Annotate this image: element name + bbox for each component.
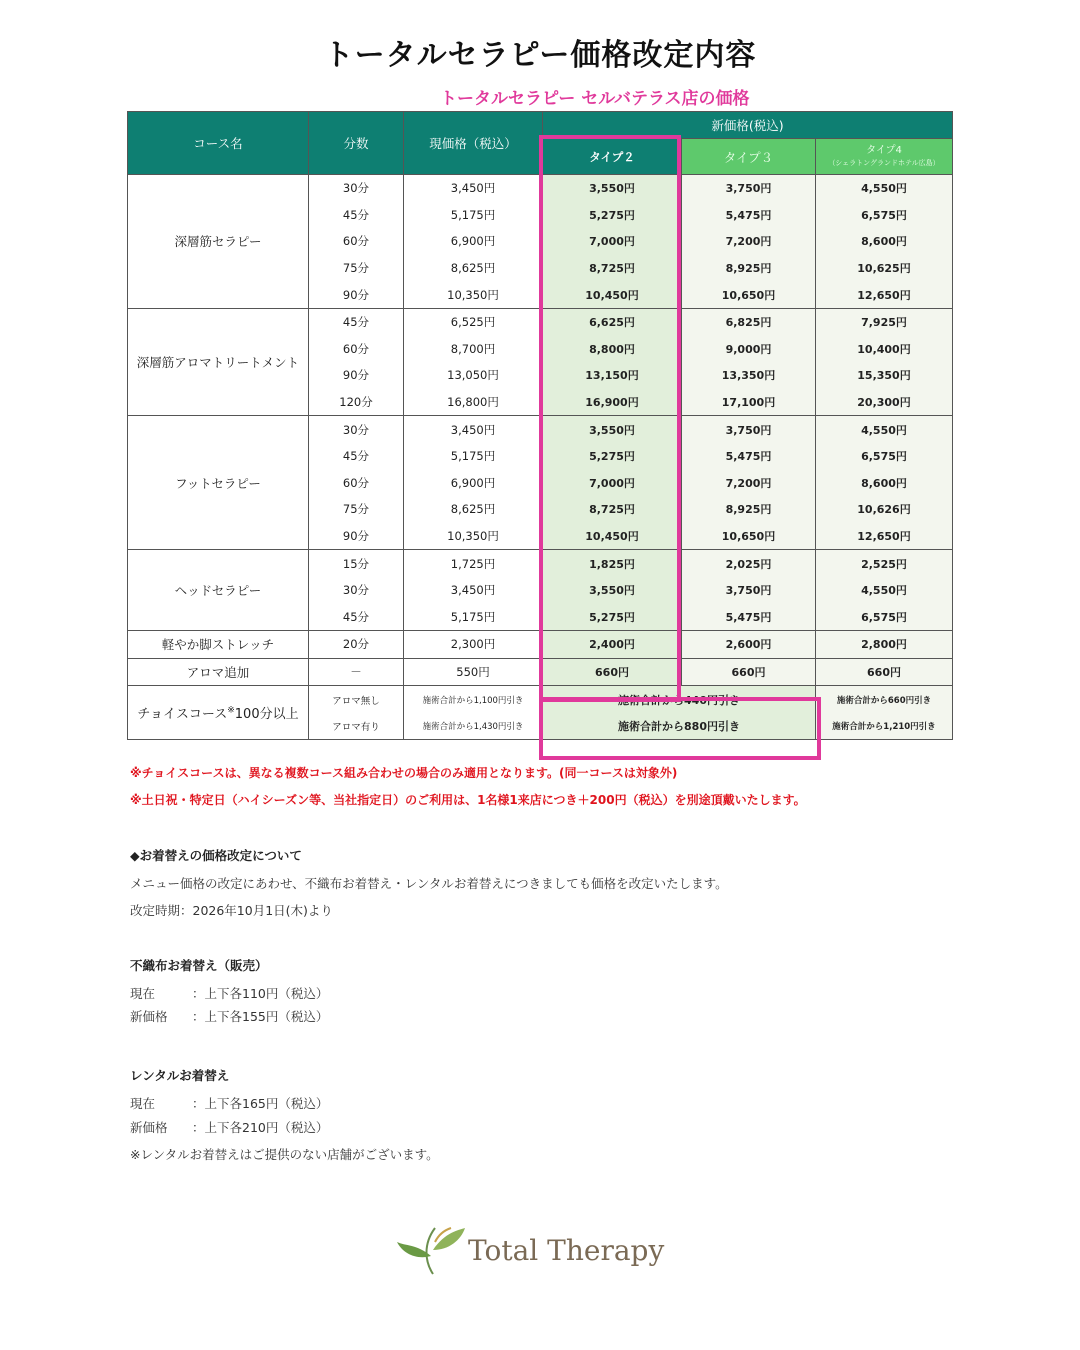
table-row — [128, 416, 953, 443]
minutes-cell: 120分 — [309, 389, 404, 416]
table-row — [128, 658, 953, 686]
header-new-price: 新価格(税込) — [543, 112, 953, 139]
minutes-cell: 60分 — [309, 336, 404, 363]
choice-type4-cell: 施術合計から1,210円引き — [816, 713, 953, 740]
type2-price-cell: 3,550円 — [543, 577, 682, 604]
choice-suffix: 100分以上 — [234, 707, 299, 723]
rental-current — [130, 1094, 328, 1112]
minutes-cell: － — [309, 658, 404, 686]
type3-price-cell: 13,350円 — [682, 362, 816, 389]
nonwoven-new — [130, 1007, 328, 1025]
type4-price-cell: 6,575円 — [816, 604, 953, 631]
rental-note: ※レンタルお着替えはご提供のない店舗がございます。 — [130, 1147, 439, 1162]
minutes-cell: 60分 — [309, 228, 404, 255]
choice-type23-cell: 施術合計から880円引き — [543, 713, 816, 740]
current-price-cell: 5,175円 — [404, 443, 543, 470]
current-price-cell: 10,350円 — [404, 281, 543, 308]
current-price-cell: 3,450円 — [404, 416, 543, 443]
current-price-cell: 8,625円 — [404, 496, 543, 523]
current-price-cell: 6,525円 — [404, 308, 543, 335]
minutes-cell: 30分 — [309, 577, 404, 604]
course-name: 軽やか脚ストレッチ — [128, 631, 309, 659]
minutes-cell: 30分 — [309, 416, 404, 443]
choice-type23-cell: 施術合計から440円引き — [543, 686, 816, 713]
current-price-cell: 3,450円 — [404, 577, 543, 604]
type4-price-cell: 660円 — [816, 658, 953, 686]
type3-price-cell: 9,000円 — [682, 336, 816, 363]
type4-price-cell: 20,300円 — [816, 389, 953, 416]
choice-type4-cell: 施術合計から660円引き — [816, 686, 953, 713]
type3-price-cell: 3,750円 — [682, 416, 816, 443]
minutes-cell: 15分 — [309, 550, 404, 577]
type4-price-cell: 7,925円 — [816, 308, 953, 335]
note-choice: ※チョイスコースは、異なる複数コース組み合わせの場合のみ適用となります。(同一コースは対象外) — [130, 766, 678, 780]
change-date: 改定時期：2026年10月1日(木)より — [130, 903, 333, 918]
current-price-cell: 3,450円 — [404, 175, 543, 202]
type3-price-cell: 8,925円 — [682, 255, 816, 282]
type4-price-cell: 4,550円 — [816, 577, 953, 604]
type2-price-cell: 5,275円 — [543, 443, 682, 470]
change-heading: ◆お着替えの価格改定について — [130, 848, 302, 863]
type2-price-cell: 6,625円 — [543, 308, 682, 335]
type4-price-cell: 15,350円 — [816, 362, 953, 389]
type3-price-cell: 3,750円 — [682, 577, 816, 604]
nonwoven-new-value: ：上下各155円（税込） — [192, 1009, 329, 1024]
type2-price-cell: 16,900円 — [543, 389, 682, 416]
store-subtitle: トータルセラピー セルバテラス店の価格 — [440, 89, 750, 109]
type3-price-cell: 2,600円 — [682, 631, 816, 659]
nonwoven-current-value: ：上下各110円（税込） — [192, 986, 329, 1001]
type3-price-cell: 10,650円 — [682, 281, 816, 308]
current-price-cell: 6,900円 — [404, 470, 543, 497]
type3-price-cell: 17,100円 — [682, 389, 816, 416]
type3-price-cell: 5,475円 — [682, 202, 816, 229]
type3-price-cell: 3,750円 — [682, 175, 816, 202]
course-name: フットセラピー — [128, 416, 309, 550]
current-price-cell: 550円 — [404, 658, 543, 686]
choice-name: チョイスコース — [137, 707, 228, 723]
type4-price-cell: 4,550円 — [816, 175, 953, 202]
minutes-cell: 45分 — [309, 308, 404, 335]
rental-new-value: ：上下各210円（税込） — [192, 1120, 329, 1135]
type2-price-cell: 10,450円 — [543, 281, 682, 308]
course-name: ヘッドセラピー — [128, 550, 309, 631]
choice-course-name — [128, 686, 309, 740]
minutes-cell: 45分 — [309, 202, 404, 229]
current-price-cell: 13,050円 — [404, 362, 543, 389]
rental-current-value: ：上下各165円（税込） — [192, 1096, 329, 1111]
brand-logo-text: Total Therapy — [468, 1234, 665, 1267]
type2-price-cell: 7,000円 — [543, 228, 682, 255]
type3-price-cell: 5,475円 — [682, 604, 816, 631]
course-name: 深層筋アロマトリートメント — [128, 308, 309, 415]
current-price-cell: 6,900円 — [404, 228, 543, 255]
current-price-cell: 5,175円 — [404, 604, 543, 631]
minutes-cell: 90分 — [309, 523, 404, 550]
type4-price-cell: 2,800円 — [816, 631, 953, 659]
type3-price-cell: 8,925円 — [682, 496, 816, 523]
rental-heading: レンタルお着替え — [130, 1068, 230, 1083]
type4-price-cell: 8,600円 — [816, 228, 953, 255]
type2-price-cell: 8,800円 — [543, 336, 682, 363]
page-title: トータルセラピー価格改定内容 — [323, 38, 757, 73]
header-type4-note: （シェラトングランドホテル広島） — [828, 158, 940, 167]
rental-current-label: 現在 — [130, 1096, 156, 1111]
type3-price-cell: 7,200円 — [682, 228, 816, 255]
nonwoven-current — [130, 984, 328, 1002]
type2-price-cell: 5,275円 — [543, 604, 682, 631]
type2-price-cell: 3,550円 — [543, 416, 682, 443]
choice-aroma-label: アロマ有り — [309, 713, 404, 740]
type2-price-cell: 8,725円 — [543, 255, 682, 282]
type3-price-cell: 660円 — [682, 658, 816, 686]
price-table — [127, 111, 953, 740]
type2-price-cell: 5,275円 — [543, 202, 682, 229]
current-price-cell: 8,625円 — [404, 255, 543, 282]
type2-price-cell: 660円 — [543, 658, 682, 686]
type2-price-cell: 8,725円 — [543, 496, 682, 523]
current-price-cell: 2,300円 — [404, 631, 543, 659]
minutes-cell: 75分 — [309, 496, 404, 523]
price-table-body — [128, 175, 953, 740]
minutes-cell: 90分 — [309, 362, 404, 389]
type3-price-cell: 2,025円 — [682, 550, 816, 577]
type2-price-cell: 10,450円 — [543, 523, 682, 550]
type2-price-cell: 1,825円 — [543, 550, 682, 577]
nonwoven-current-label: 現在 — [130, 986, 156, 1001]
change-body: メニュー価格の改定にあわせ、不織布お着替え・レンタルお着替えにつきましても価格を改定いたします。 — [130, 876, 728, 891]
table-row — [128, 308, 953, 335]
minutes-cell: 75分 — [309, 255, 404, 282]
type4-price-cell: 2,525円 — [816, 550, 953, 577]
header-type3: タイプ３ — [682, 139, 816, 175]
header-current-price: 現価格（税込） — [404, 112, 543, 175]
rental-new-label: 新価格 — [130, 1120, 168, 1135]
table-row — [128, 631, 953, 659]
rental-new — [130, 1118, 328, 1136]
choice-aroma-label: アロマ無し — [309, 686, 404, 713]
type3-price-cell: 6,825円 — [682, 308, 816, 335]
minutes-cell: 90分 — [309, 281, 404, 308]
type4-price-cell: 4,550円 — [816, 416, 953, 443]
minutes-cell: 60分 — [309, 470, 404, 497]
course-name: アロマ追加 — [128, 658, 309, 686]
choice-current-cell: 施術合計から1,430円引き — [404, 713, 543, 740]
current-price-cell: 5,175円 — [404, 202, 543, 229]
note-weekend: ※土日祝・特定日（ハイシーズン等、当社指定日）のご利用は、1名様1来店につき＋200円（税込）を別途頂戴いたします。 — [130, 793, 806, 807]
current-price-cell: 16,800円 — [404, 389, 543, 416]
table-row — [128, 550, 953, 577]
type3-price-cell: 10,650円 — [682, 523, 816, 550]
type4-price-cell: 8,600円 — [816, 470, 953, 497]
type4-price-cell: 10,625円 — [816, 255, 953, 282]
type2-price-cell: 2,400円 — [543, 631, 682, 659]
current-price-cell: 10,350円 — [404, 523, 543, 550]
type4-price-cell: 12,650円 — [816, 281, 953, 308]
nonwoven-new-label: 新価格 — [130, 1009, 168, 1024]
table-row — [128, 175, 953, 202]
type2-price-cell: 3,550円 — [543, 175, 682, 202]
current-price-cell: 1,725円 — [404, 550, 543, 577]
course-name: 深層筋セラピー — [128, 175, 309, 309]
type2-price-cell: 7,000円 — [543, 470, 682, 497]
nonwoven-heading: 不織布お着替え（販売） — [130, 958, 268, 973]
type4-price-cell: 10,626円 — [816, 496, 953, 523]
type3-price-cell: 7,200円 — [682, 470, 816, 497]
type2-price-cell: 13,150円 — [543, 362, 682, 389]
choice-mark: ※ — [227, 706, 235, 717]
type4-price-cell: 6,575円 — [816, 202, 953, 229]
minutes-cell: 20分 — [309, 631, 404, 659]
type4-price-cell: 10,400円 — [816, 336, 953, 363]
header-course: コース名 — [128, 112, 309, 175]
header-type2: タイプ２ — [543, 139, 682, 175]
current-price-cell: 8,700円 — [404, 336, 543, 363]
minutes-cell: 45分 — [309, 604, 404, 631]
type4-price-cell: 12,650円 — [816, 523, 953, 550]
header-type4 — [816, 139, 953, 175]
header-minutes: 分数 — [309, 112, 404, 175]
header-type4-label: タイプ4 — [866, 144, 902, 156]
type3-price-cell: 5,475円 — [682, 443, 816, 470]
type4-price-cell: 6,575円 — [816, 443, 953, 470]
minutes-cell: 30分 — [309, 175, 404, 202]
table-row — [128, 686, 953, 713]
choice-current-cell: 施術合計から1,100円引き — [404, 686, 543, 713]
minutes-cell: 45分 — [309, 443, 404, 470]
